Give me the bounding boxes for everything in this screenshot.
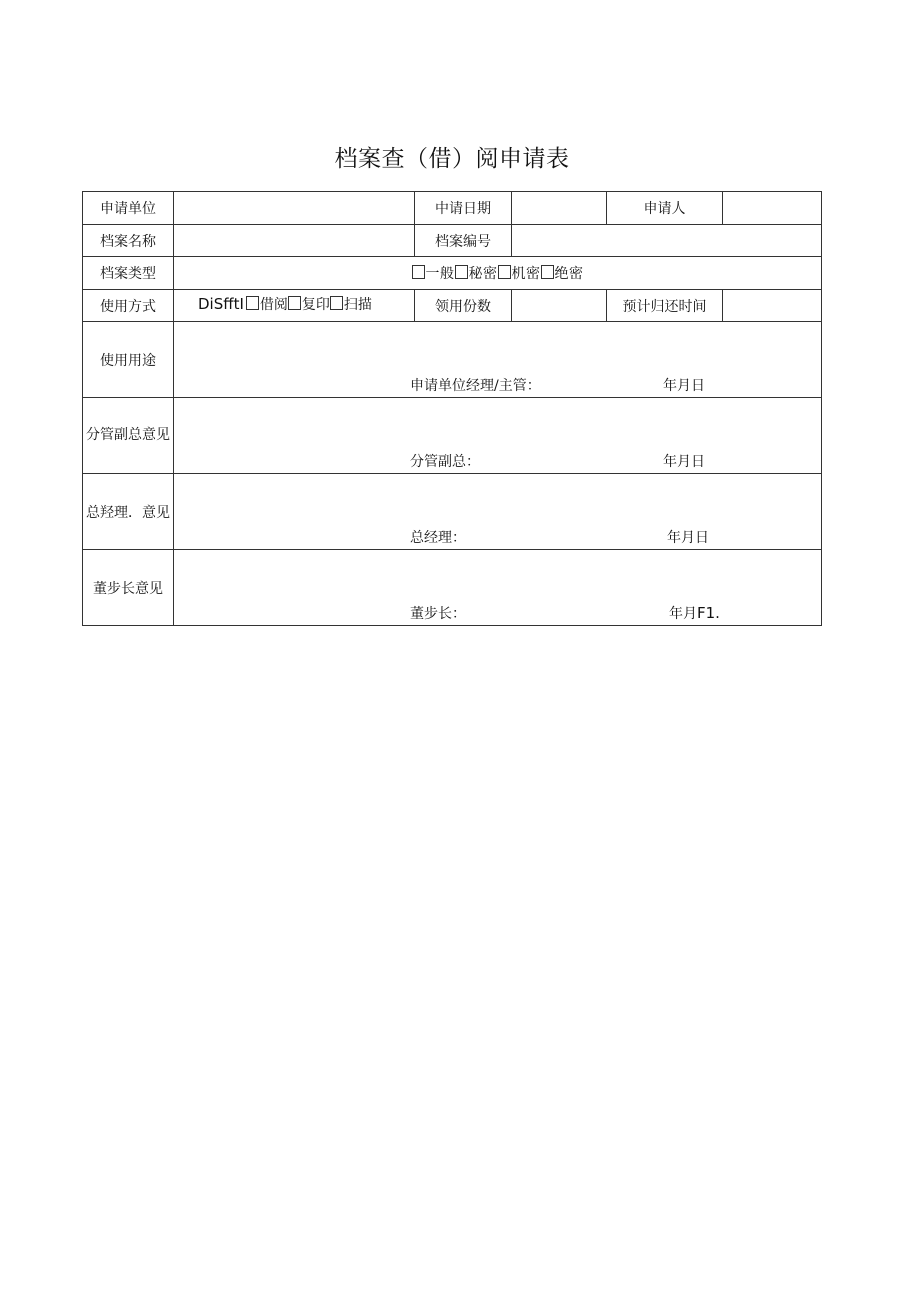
archive-name-label: 档案名称: [83, 225, 174, 257]
gm-date-label: 年月日: [667, 530, 709, 546]
archive-type-label: 档案类型: [83, 257, 174, 290]
option-secret: 秘密: [468, 266, 498, 282]
purpose-label: 使用用途: [83, 322, 174, 398]
vp-opinion-field[interactable]: [174, 398, 822, 474]
checkbox-scan[interactable]: [330, 296, 343, 310]
vp-signature-label: 分管副总：: [410, 454, 480, 470]
checkbox-general[interactable]: [412, 265, 425, 279]
archive-name-field[interactable]: [174, 225, 415, 257]
form-row-usage: [83, 290, 822, 322]
applicant-label: 申请人: [607, 192, 723, 225]
usage-lead-text: DiSfftI: [198, 294, 244, 313]
chairman-date-prefix: 年月: [669, 606, 697, 622]
checkbox-copy[interactable]: [288, 296, 301, 310]
chairman-opinion-field[interactable]: [174, 550, 822, 626]
applicant-field[interactable]: [723, 192, 822, 225]
copies-field[interactable]: [512, 290, 607, 322]
form-title: 档案查（借）阅申请表: [334, 146, 570, 172]
checkbox-confidential[interactable]: [498, 265, 511, 279]
option-copy: 复印: [301, 296, 330, 313]
copies-label: 领用份数: [415, 290, 512, 322]
gm-opinion-label: 总羟理．意见: [83, 474, 174, 550]
apply-date-label: 中请日期: [415, 192, 512, 225]
archive-type-options: [174, 257, 822, 290]
chairman-date-suffix: F1.: [697, 604, 720, 622]
gm-opinion-field[interactable]: [174, 474, 822, 550]
chairman-date-label: [669, 603, 720, 623]
form-row-archive-type: [83, 257, 822, 290]
usage-method-label: 使用方式: [83, 290, 174, 322]
option-borrow: 借阅: [259, 296, 288, 313]
option-top-secret: 绝密: [554, 266, 584, 282]
archive-number-field[interactable]: [512, 225, 822, 257]
form-row-basic: [83, 192, 822, 225]
option-general: 一般: [425, 266, 455, 282]
section-chairman-opinion: [83, 550, 822, 626]
applicant-unit-field[interactable]: [174, 192, 415, 225]
vp-opinion-label: 分管副总意见: [83, 398, 174, 474]
option-confidential: 机密: [511, 266, 541, 282]
purpose-field[interactable]: [174, 322, 822, 398]
gm-signature-label: 总经理：: [410, 530, 466, 546]
usage-method-options: [174, 290, 415, 322]
apply-date-field[interactable]: [512, 192, 607, 225]
checkbox-secret[interactable]: [455, 265, 468, 279]
checkbox-top-secret[interactable]: [541, 265, 554, 279]
section-vp-opinion: [83, 398, 822, 474]
return-time-label: 预计归还时间: [607, 290, 723, 322]
manager-date-label: 年月日: [663, 378, 705, 394]
checkbox-borrow[interactable]: [246, 296, 259, 310]
application-form-table: [82, 191, 822, 626]
form-row-archive: [83, 225, 822, 257]
archive-number-label: 档案编号: [415, 225, 512, 257]
option-scan: 扫描: [343, 296, 372, 313]
return-time-field[interactable]: [723, 290, 822, 322]
section-gm-opinion: [83, 474, 822, 550]
vp-date-label: 年月日: [663, 454, 705, 470]
section-purpose: [83, 322, 822, 398]
manager-signature-label: 申请单位经理/主管：: [410, 378, 541, 394]
chairman-opinion-label: 董步长意见: [83, 550, 174, 626]
applicant-unit-label: 申请单位: [83, 192, 174, 225]
chairman-signature-label: 董步长：: [410, 606, 466, 622]
